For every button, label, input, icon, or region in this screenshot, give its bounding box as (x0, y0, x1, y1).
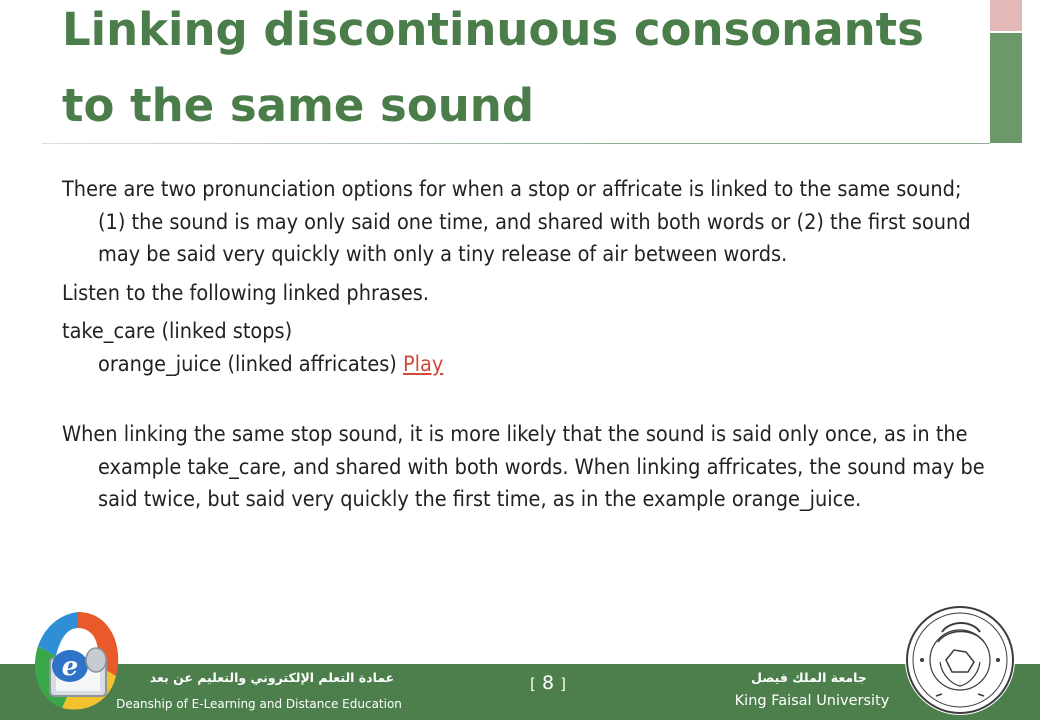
example-take-care: take_care (linked stops) (62, 319, 293, 344)
explanation-paragraph: When linking the same stop sound, it is more likely that the sound is said only once, as in the example take_care, and shared with both words. When linking affricates, the sound may be said twice, but said very quickly the first time, as in the example orange_juice. (62, 422, 985, 512)
footer-deanship-arabic: عمادة التعلم الإلكتروني والتعليم عن بعد (149, 670, 395, 685)
slide-title: Linking discontinuous consonants to the same sound (62, 3, 924, 132)
play-link[interactable]: Play (403, 351, 444, 377)
examples-paragraph (62, 316, 987, 381)
corner-accent-green (990, 33, 1022, 143)
page-number: [ 8 ] (530, 672, 566, 694)
title-divider (42, 143, 990, 144)
intro-paragraph: There are two pronunciation options for when a stop or affricate is linked to the same sound; (1) the sound is may only said one time, and shared with both words or (2) the first sound may be said very quickly with only a tiny release of air between words. (62, 177, 971, 267)
footer-university-arabic: جامعة الملك فيصل (751, 670, 867, 685)
corner-accent-pink (990, 0, 1022, 31)
example-orange-juice: orange_juice (linked affricates) (98, 351, 403, 377)
footer-deanship-english: Deanship of E-Learning and Distance Education (116, 697, 402, 711)
page-number-value: 8 (541, 672, 555, 694)
svg-text:e: e (61, 652, 79, 682)
footer-university-english: King Faisal University (734, 693, 890, 709)
slide-body (62, 174, 987, 523)
listen-paragraph: Listen to the following linked phrases. (62, 280, 429, 306)
king-faisal-university-seal-icon (902, 602, 1018, 718)
